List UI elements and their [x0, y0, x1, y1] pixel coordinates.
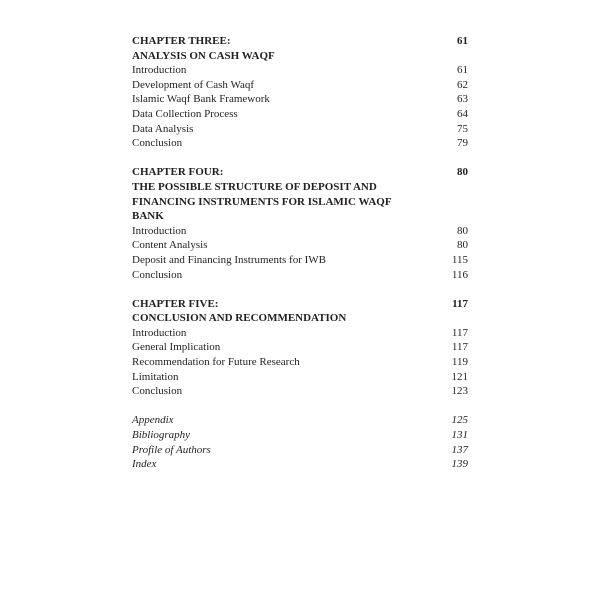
chapter-title-line: CONCLUSION AND RECOMMENDATION — [132, 312, 347, 325]
toc-entry-page: 117 — [451, 326, 468, 339]
toc-entry — [132, 326, 468, 341]
back-matter-entry — [132, 457, 468, 472]
toc-entry-title: Data Analysis — [132, 122, 194, 135]
toc-entry-title: General Implication — [132, 341, 221, 354]
back-matter-entry — [132, 428, 468, 443]
toc-entry-page: 79 — [457, 137, 468, 150]
chapter-three — [132, 34, 468, 151]
toc-entry-page: 116 — [451, 268, 468, 281]
toc-entry-page: 61 — [457, 64, 468, 77]
toc-entry — [132, 238, 468, 253]
chapter-page-number: 61 — [457, 35, 468, 47]
back-matter-title: Bibliography — [132, 429, 191, 442]
toc-entry-title: Limitation — [132, 370, 179, 383]
chapter-page-number: 80 — [457, 166, 468, 179]
toc-entry — [132, 340, 468, 355]
toc-entry — [132, 268, 468, 283]
toc-entry-title: Introduction — [132, 64, 187, 77]
table-of-contents — [132, 34, 468, 472]
chapter-page-number: 117 — [452, 297, 468, 310]
toc-entry-title: Recommendation for Future Research — [132, 356, 300, 369]
toc-entry-title: Introduction — [132, 326, 187, 339]
toc-entry-page: 115 — [451, 253, 468, 266]
chapter-heading — [132, 34, 468, 63]
toc-entry-page: 80 — [457, 224, 468, 237]
toc-entry-page: 80 — [457, 239, 468, 252]
chapter-title-line: FINANCING INSTRUMENTS FOR ISLAMIC WAQF — [132, 195, 392, 208]
toc-entry — [132, 78, 468, 93]
toc-entry-title: Data Collection Process — [132, 107, 238, 120]
toc-entry-title: Deposit and Financing Instruments for IWB — [132, 253, 326, 266]
chapter-title-line: THE POSSIBLE STRUCTURE OF DEPOSIT AND — [132, 180, 377, 193]
toc-entry — [132, 355, 468, 370]
chapter-label: CHAPTER FIVE: — [132, 297, 219, 310]
toc-entry — [132, 63, 468, 78]
back-matter-entry — [132, 413, 468, 428]
back-matter-entry — [132, 443, 468, 458]
toc-entry-title: Conclusion — [132, 268, 183, 281]
chapter-five — [132, 297, 468, 399]
toc-entry-page: 63 — [457, 93, 468, 106]
back-matter-title: Profile of Authors — [132, 443, 211, 456]
back-matter-title: Index — [132, 458, 157, 471]
chapter-label: CHAPTER FOUR: — [132, 166, 224, 179]
toc-entry-title: Introduction — [132, 224, 187, 237]
toc-entry-title: Conclusion — [132, 385, 183, 398]
toc-entry — [132, 136, 468, 151]
toc-entry-page: 119 — [451, 356, 468, 369]
toc-entry-page: 123 — [451, 385, 468, 398]
chapter-heading — [132, 165, 468, 223]
toc-entry — [132, 92, 468, 107]
toc-entry-page: 117 — [451, 341, 468, 354]
toc-entry-page: 64 — [457, 107, 468, 120]
toc-entry — [132, 122, 468, 137]
back-matter — [132, 413, 468, 471]
chapter-title-line: ANALYSIS ON CASH WAQF — [132, 49, 275, 62]
back-matter-page: 125 — [451, 414, 468, 427]
toc-entry-page: 75 — [457, 122, 468, 135]
back-matter-page: 137 — [451, 443, 468, 456]
toc-entry — [132, 370, 468, 385]
toc-entry — [132, 107, 468, 122]
toc-entry-page: 121 — [451, 370, 468, 383]
back-matter-page: 139 — [451, 458, 468, 471]
toc-entry-title: Development of Cash Waqf — [132, 78, 255, 91]
toc-entry-page: 62 — [457, 78, 468, 91]
chapter-heading — [132, 297, 468, 326]
back-matter-title: Appendix — [132, 414, 174, 427]
toc-entry-title: Islamic Waqf Bank Framework — [132, 93, 270, 106]
back-matter-page: 131 — [451, 429, 468, 442]
toc-entry — [132, 253, 468, 268]
chapter-four — [132, 165, 468, 282]
chapter-title-line: BANK — [132, 210, 164, 223]
toc-entry — [132, 224, 468, 239]
toc-entry-title: Content Analysis — [132, 239, 208, 252]
chapter-label: CHAPTER THREE: — [132, 35, 231, 47]
toc-entry-title: Conclusion — [132, 137, 183, 150]
toc-entry — [132, 384, 468, 399]
